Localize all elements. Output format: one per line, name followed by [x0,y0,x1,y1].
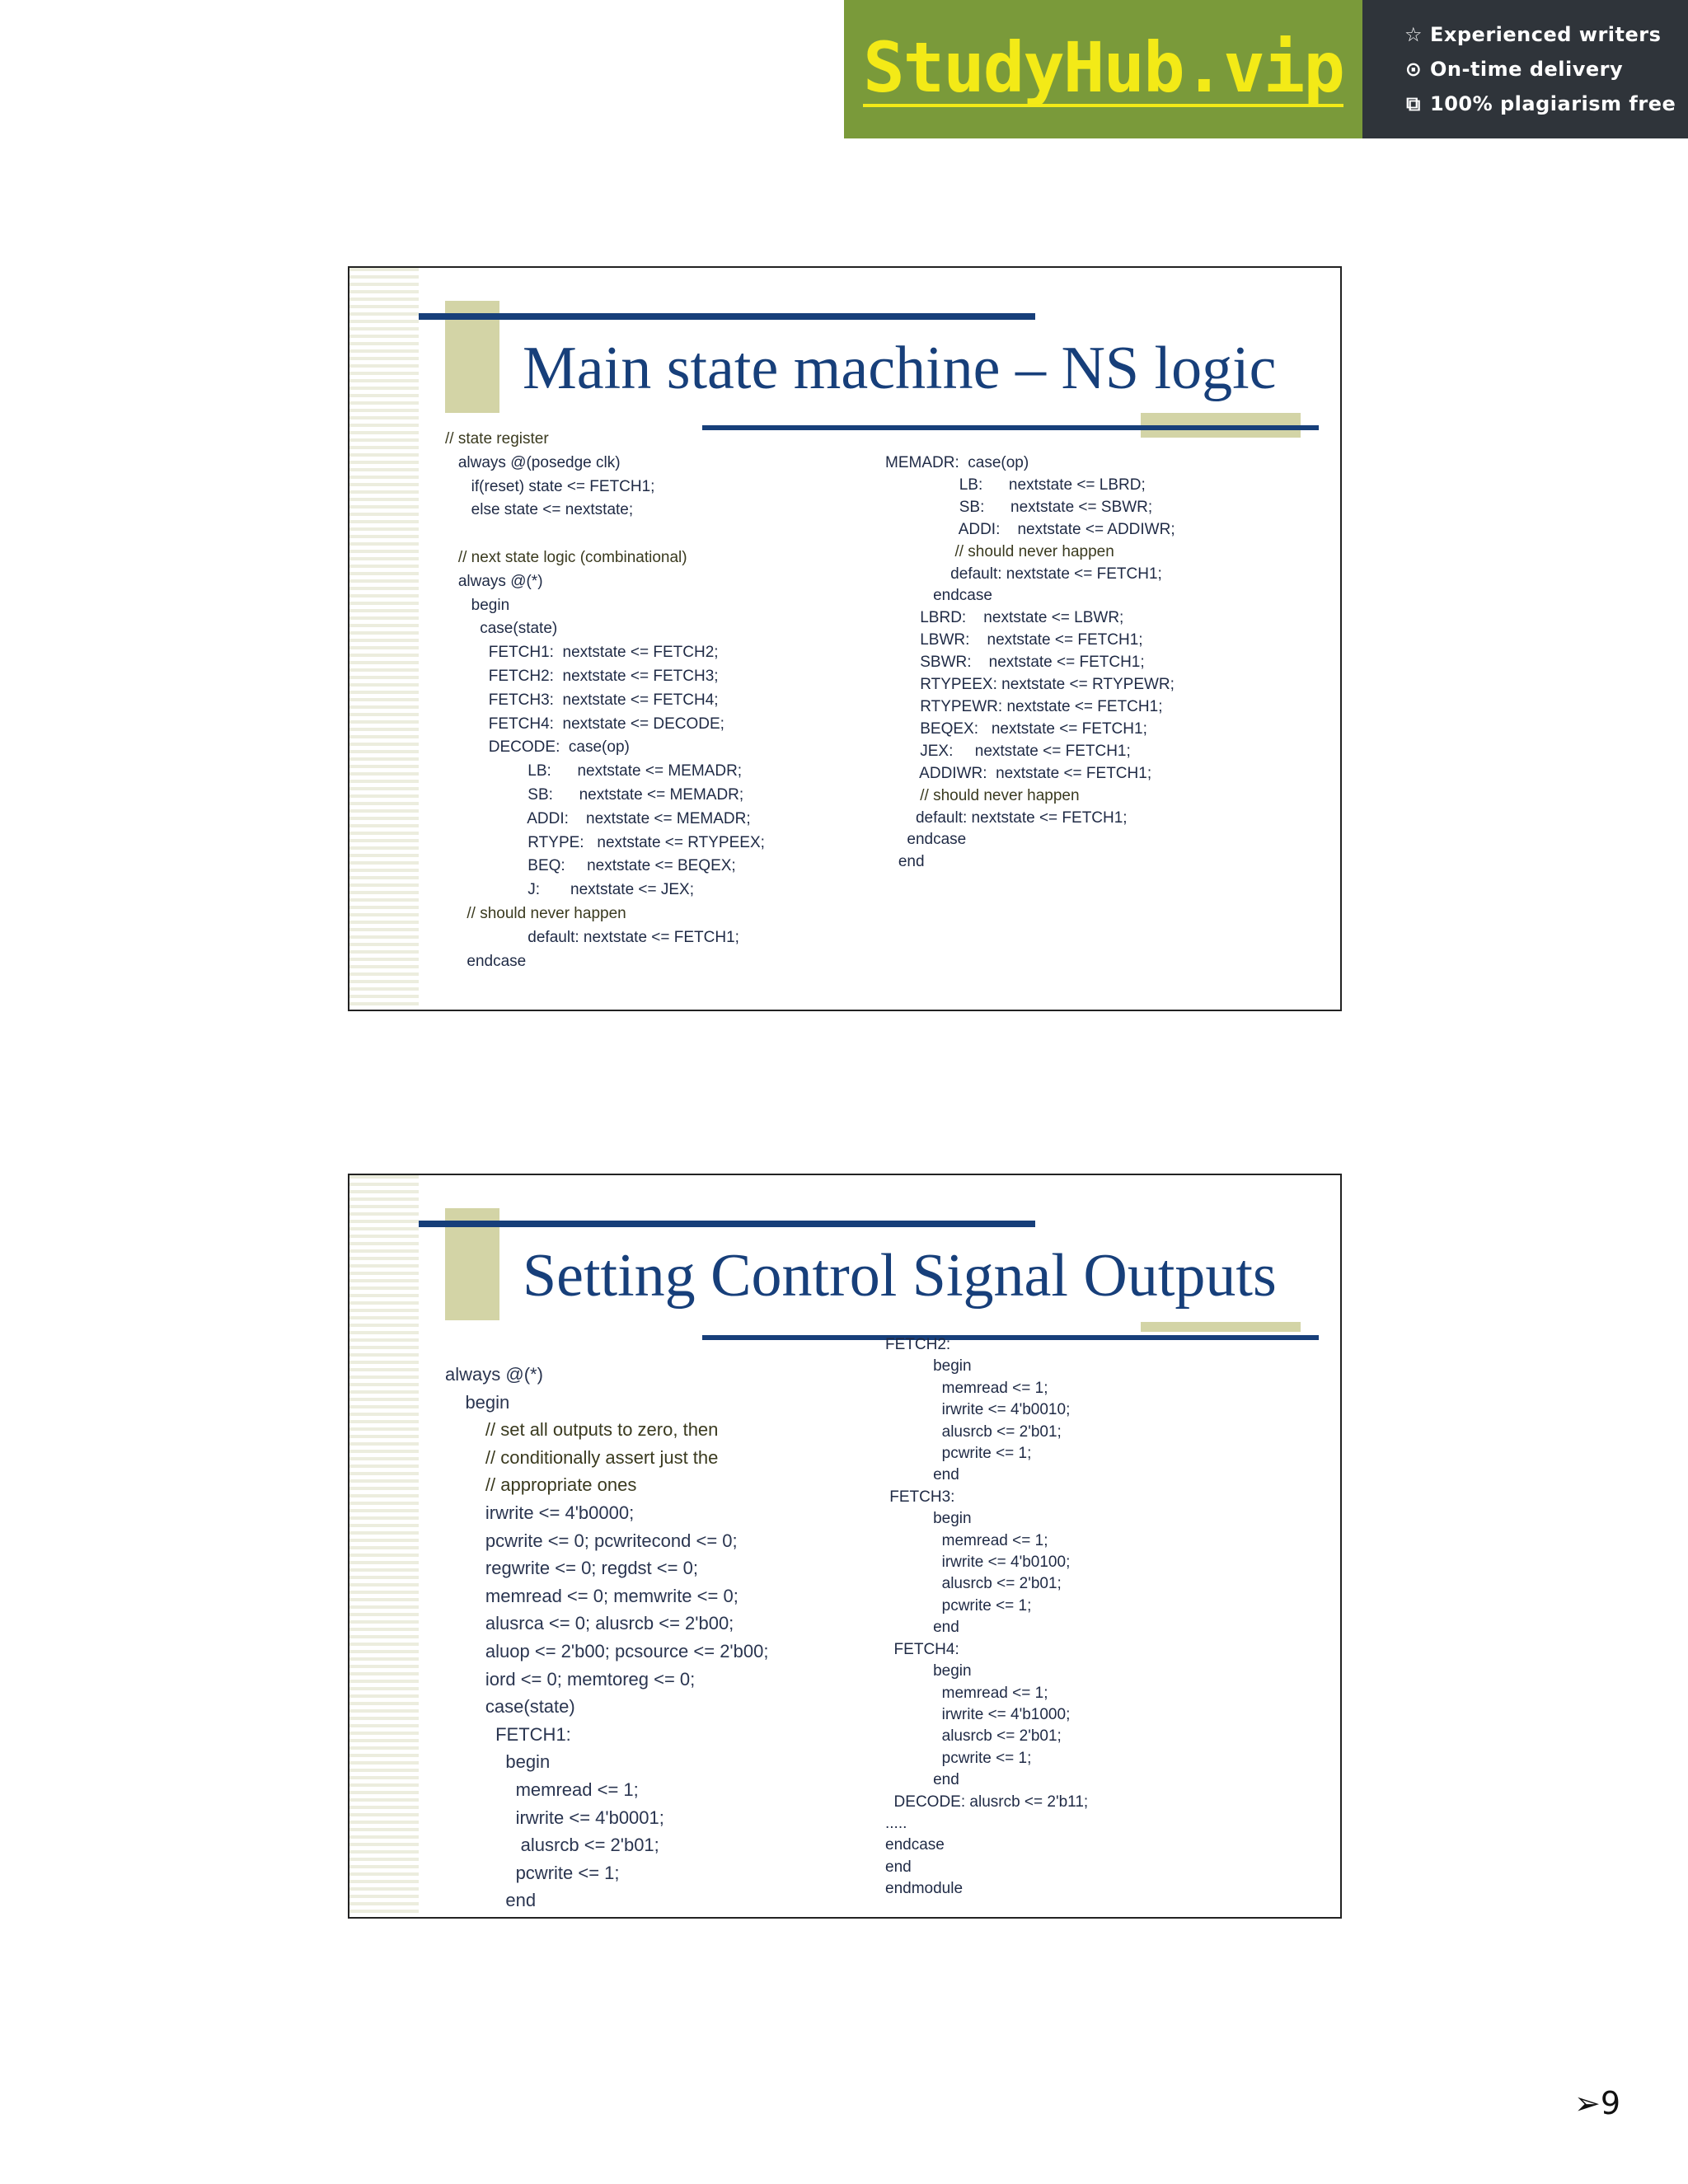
code-line: memread <= 1; [885,1379,1048,1397]
slide-title: Main state machine – NS logic [523,335,1277,402]
code-line: case(state) [445,1696,575,1718]
code-line: begin [885,1357,972,1376]
code-line: SBWR: nextstate <= FETCH1; [885,654,1145,672]
code-line: end [885,1619,959,1637]
studyhub-banner[interactable] [844,0,1688,138]
clock-icon: ⊙ [1404,58,1423,81]
code-line: FETCH1: [445,1723,571,1745]
code-line: begin [885,1510,972,1528]
code-line: // set all outputs to zero, then [445,1419,719,1441]
feature-plagiarism-free [1404,92,1688,115]
code-line: iord <= 0; memtoreg <= 0; [445,1668,696,1690]
feature-label: On-time delivery [1430,58,1624,81]
code-line: always @(*) [445,1364,543,1385]
code-line: always @(posedge clk) [445,453,621,471]
code-line: endcase [445,952,527,970]
code-line: RTYPE: nextstate <= RTYPEEX; [445,833,765,851]
code-line: FETCH2: [885,1336,951,1353]
code-line: FETCH3: [885,1488,955,1506]
code-line: ADDI: nextstate <= ADDIWR; [885,520,1175,538]
code-line: pcwrite <= 1; [445,1862,620,1883]
code-line: LB: nextstate <= LBRD; [885,476,1146,494]
code-line: alusrcb <= 2'b01; [885,1422,1062,1441]
code-line: SB: nextstate <= MEMADR; [445,785,744,804]
code-line: // next state logic (combinational) [445,548,687,566]
code-line: pcwrite <= 1; [885,1749,1032,1767]
code-line: JEX: nextstate <= FETCH1; [885,742,1131,760]
code-line: end [885,1771,959,1789]
page-number [1574,2085,1620,2121]
code-line: FETCH4: nextstate <= DECODE; [445,715,724,733]
slide-title: Setting Control Signal Outputs [523,1242,1277,1310]
code-block-left [445,428,765,973]
code-line: pcwrite <= 1; [885,1445,1032,1463]
brand-logo: StudyHub.vip [863,26,1343,108]
code-line: always @(*) [445,572,543,590]
code-line: RTYPEWR: nextstate <= FETCH1; [885,697,1163,715]
features-panel [1362,0,1688,138]
code-line: endcase [885,587,992,605]
code-line: endcase [885,1836,945,1854]
code-line: default: nextstate <= FETCH1; [885,808,1128,827]
feature-experienced-writers [1404,23,1688,46]
arrow-bullet-icon: ➢ [1574,2085,1601,2121]
code-line: begin [445,1751,551,1773]
code-line: alusrcb <= 2'b01; [445,1835,659,1856]
code-line: BEQEX: nextstate <= FETCH1; [885,719,1147,738]
code-line: memread <= 1; [885,1531,1048,1549]
code-line: pcwrite <= 0; pcwritecond <= 0; [445,1530,738,1551]
copy-icon: ⧉ [1406,92,1421,115]
code-line: // appropriate ones [445,1474,637,1496]
page-number-value: 9 [1600,2085,1621,2121]
code-line: // state register [445,430,549,448]
brand-panel [844,0,1362,138]
code-line: end [885,1858,912,1876]
slide-stripes-decoration [349,1175,419,1917]
code-line: alusrca <= 0; alusrcb <= 2'b00; [445,1613,734,1634]
code-block-left [445,1361,768,1915]
code-line: default: nextstate <= FETCH1; [885,565,1162,583]
code-line: alusrcb <= 2'b01; [885,1575,1062,1593]
code-line: memread <= 1; [885,1684,1048,1702]
code-line: else state <= nextstate; [445,501,634,519]
code-line: begin [445,596,510,614]
slide-stripes-decoration [349,268,419,1010]
code-line: case(state) [445,620,558,638]
code-line: FETCH3: nextstate <= FETCH4; [445,691,719,709]
code-line: irwrite <= 4'b1000; [885,1705,1071,1723]
code-line: SB: nextstate <= SBWR; [885,498,1153,516]
code-line: end [445,1890,537,1911]
code-line: DECODE: alusrcb <= 2'b11; [885,1793,1089,1811]
code-line: LB: nextstate <= MEMADR; [445,762,743,780]
code-line: begin [885,1662,972,1680]
code-line: ..... [885,1814,907,1832]
code-line: irwrite <= 4'b0001; [445,1807,664,1828]
code-line: // should never happen [885,786,1080,804]
code-line: FETCH1: nextstate <= FETCH2; [445,644,719,662]
code-line: endcase [885,831,967,849]
title-rule-bottom [702,425,1319,430]
title-rule-top [419,1221,1035,1227]
code-line: end [885,853,925,871]
code-line: J: nextstate <= JEX; [445,881,695,899]
code-line: regwrite <= 0; regdst <= 0; [445,1558,698,1579]
code-line: irwrite <= 4'b0010; [885,1401,1071,1419]
code-line: end [885,1466,959,1484]
code-line: memread <= 1; [445,1779,639,1800]
code-line: MEMADR: case(op) [885,454,1029,471]
code-line: LBWR: nextstate <= FETCH1; [885,631,1143,649]
code-line: // should never happen [885,542,1114,560]
code-line: if(reset) state <= FETCH1; [445,477,655,495]
code-line: FETCH4: [885,1640,959,1658]
code-line: irwrite <= 4'b0000; [445,1502,635,1523]
slide-ns-logic [348,266,1342,1011]
feature-label: 100% plagiarism free [1430,92,1676,115]
code-line: pcwrite <= 1; [885,1596,1032,1615]
code-block-right [885,452,1175,874]
code-line: FETCH2: nextstate <= FETCH3; [445,667,719,685]
code-line: aluop <= 2'b00; pcsource <= 2'b00; [445,1640,769,1661]
code-line: default: nextstate <= FETCH1; [445,928,739,946]
slide-control-signals [348,1174,1342,1919]
feature-on-time-delivery [1404,58,1688,81]
code-line: DECODE: case(op) [445,738,630,757]
title-rule-top [419,313,1035,320]
feature-label: Experienced writers [1430,23,1662,46]
code-line: memread <= 0; memwrite <= 0; [445,1585,738,1606]
code-line: begin [445,1391,510,1413]
code-line: ADDI: nextstate <= MEMADR; [445,809,751,827]
code-line: // conditionally assert just the [445,1446,719,1468]
code-line: LBRD: nextstate <= LBWR; [885,609,1124,627]
code-line: endmodule [885,1880,964,1898]
code-line: BEQ: nextstate <= BEQEX; [445,857,736,875]
code-line: irwrite <= 4'b0100; [885,1554,1071,1572]
code-line [445,523,765,546]
code-line: alusrcb <= 2'b01; [885,1727,1062,1746]
code-line: RTYPEEX: nextstate <= RTYPEWR; [885,676,1175,694]
star-icon: ☆ [1404,23,1423,46]
title-accent-bar [1141,1322,1301,1332]
code-line: // should never happen [445,904,626,922]
code-line: ADDIWR: nextstate <= FETCH1; [885,764,1152,782]
code-block-right [885,1334,1088,1900]
